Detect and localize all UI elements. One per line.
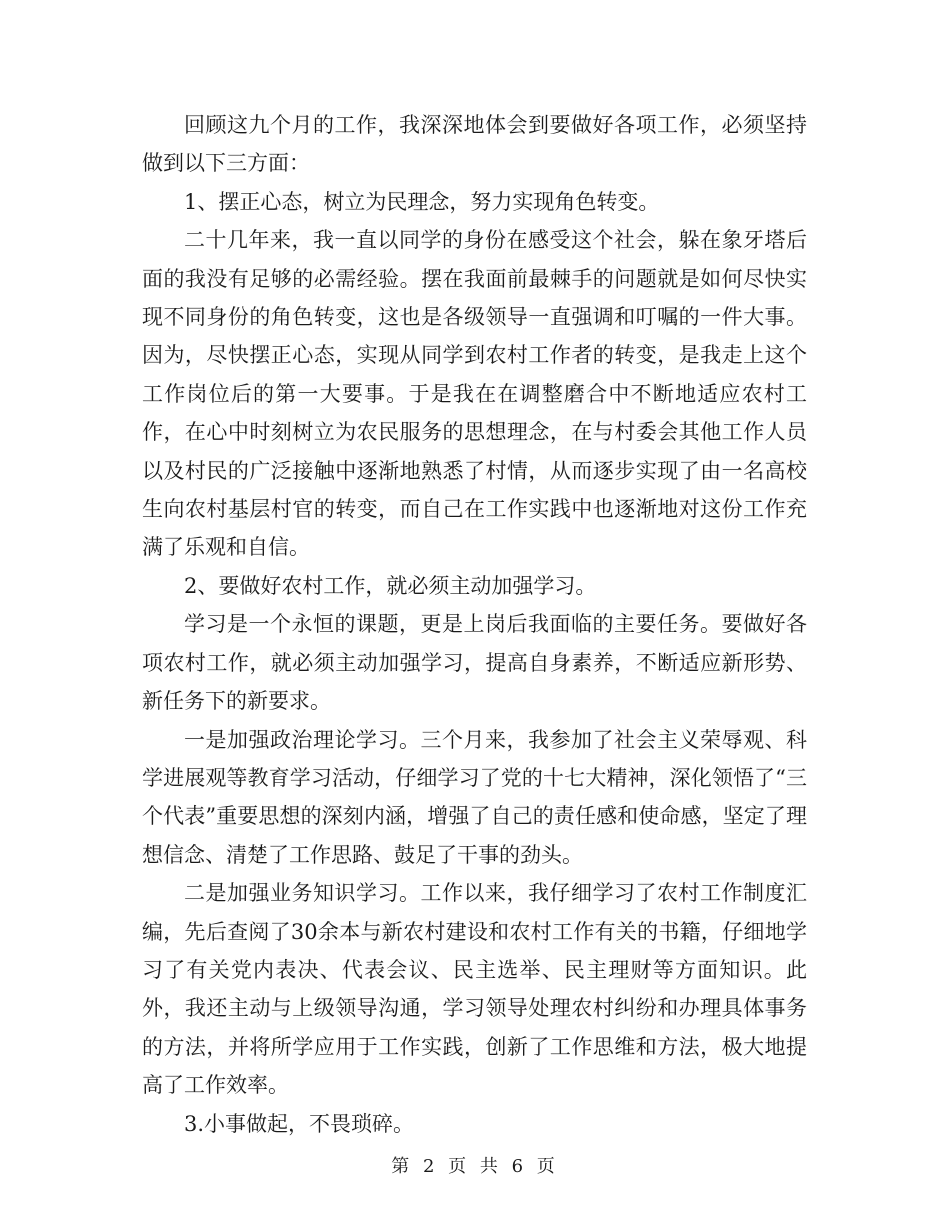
paragraph-point-2: 学习是一个永恒的课题，更是上岗后我面临的主要任务。要做好各项农村工作，就必须主动加强学习，提高自身素养，不断适应新形势、新任务下的新要求。 bbox=[142, 612, 807, 714]
heading-point-1: 1、摆正心态，树立为民理念，努力实现角色转变。 bbox=[184, 189, 660, 214]
paragraph-political-study: 一是加强政治理论学习。三个月来，我参加了社会主义荣辱观、科学进展观等教育学习活动，仔细学习了党的十七大精神，深化领悟了“三个代表”重要思想的深刻内涵，增强了自己的责任感和使命感，坚定了理想信念、清楚了工作思路、鼓足了干事的劲头。 bbox=[142, 727, 807, 867]
heading-point-3: 3.小事做起，不畏琐碎。 bbox=[184, 1111, 415, 1136]
paragraph-point-1: 二十几年来，我一直以同学的身份在感受这个社会，躲在象牙塔后面的我没有足够的必需经验。摆在我面前最棘手的问题就是如何尽快实现不同身份的角色转变，这也是各级领导一直强调和叮嘱的一件大事。因为，尽快摆正心态，实现从同学到农村工作者的转变，是我走上这个工作岗位后的第一大要事。于是我在在调整磨合中不断地适应农村工作，在心中时刻树立为农民服务的思想理念，在与村委会其他工作人员以及村民的广泛接触中逐渐地熟悉了村情，从而逐步实现了由一名高校生向农村基层村官的转变，而自己在工作实践中也逐渐地对这份工作充满了乐观和自信。 bbox=[142, 228, 807, 560]
paragraph-business-study: 二是加强业务知识学习。工作以来，我仔细学习了农村工作制度汇编，先后查阅了30余本与新农村建设和农村工作有关的书籍，仔细地学习了有关党内表决、代表会议、民主选举、民主理财等方面知识。此外，我还主动与上级领导沟通，学习领导处理农村纠纷和办理具体事务的方法，并将所学应用于工作实践，创新了工作思维和方法，极大地提高了工作效率。 bbox=[142, 881, 807, 1098]
page-footer: 第 2 页 共 6 页 bbox=[391, 1156, 559, 1177]
paragraph-intro: 回顾这九个月的工作，我深深地体会到要做好各项工作，必须坚持做到以下三方面： bbox=[142, 113, 807, 176]
document-body bbox=[142, 106, 807, 1143]
heading-point-2: 2、要做好农村工作，就必须主动加强学习。 bbox=[184, 573, 597, 598]
